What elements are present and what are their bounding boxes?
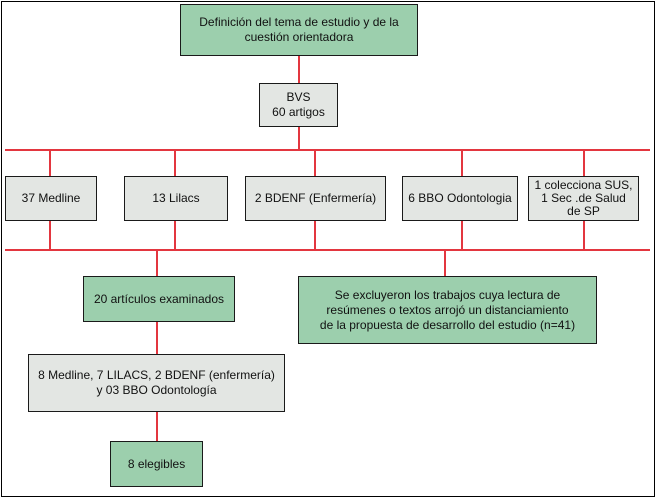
eligible-node [110, 441, 203, 487]
bvs-count: 60 artigos [272, 105, 325, 119]
bvs-node [259, 83, 338, 127]
examined-label: 20 artículos examinados [93, 291, 225, 306]
bbo-label: 6 BBO Odontologia [408, 191, 512, 205]
topic-node [180, 4, 418, 56]
eligible-label: 8 elegibles [127, 456, 186, 471]
bdenf-node [245, 176, 386, 221]
excluded-line-3: de la propuesta de desarrollo del estudio (n=41) [319, 317, 576, 332]
bdenf-label: 2 BDENF (Enfermería) [254, 191, 377, 205]
medline-node [5, 176, 97, 221]
excluded-node [298, 276, 597, 344]
breakdown-node [28, 354, 285, 412]
bvs-label: BVS [286, 90, 311, 104]
sus-line-1: 1 colecciona SUS, [534, 178, 633, 192]
excluded-line-2: resúmenes o textos arrojó un distanciamiento [326, 302, 569, 317]
examined-node [83, 276, 235, 322]
bbo-node [402, 176, 518, 221]
medline-label: 37 Medline [21, 191, 81, 205]
breakdown-line-2: y 03 BBO Odontología [96, 383, 217, 397]
lilacs-label: 13 Lilacs [152, 191, 200, 205]
sus-line-2: 1 Sec .de Salud [541, 191, 626, 205]
lilacs-node [124, 176, 228, 221]
excluded-line-1: Se excluyeron los trabajos cuya lectura de [334, 287, 561, 302]
breakdown-line-1: 8 Medline, 7 LILACS, 2 BDENF (enfermería) [38, 368, 275, 382]
sus-node [528, 176, 639, 221]
sus-line-3: de SP [567, 204, 600, 218]
topic-text: Definición del tema de estudio y de la cuestión orientadora [199, 15, 399, 44]
